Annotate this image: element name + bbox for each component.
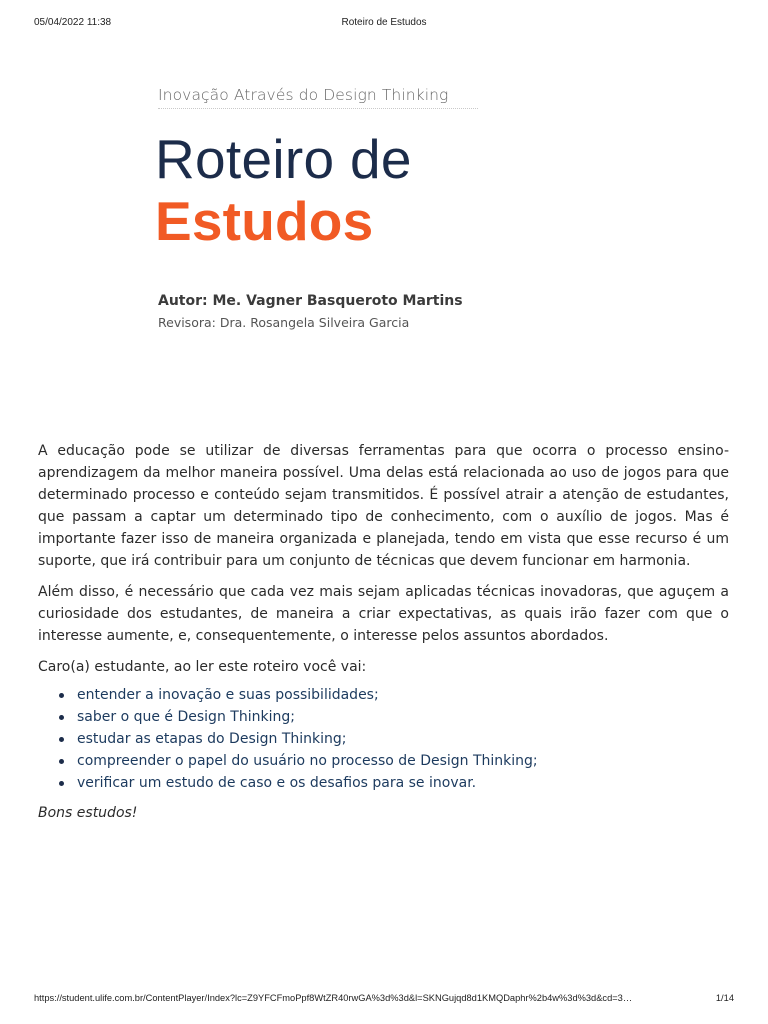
print-footer (0, 993, 768, 1007)
list-item (58, 772, 729, 794)
list-item (58, 728, 729, 750)
objectives-intro: Caro(a) estudante, ao ler este roteiro você vai: (38, 659, 367, 675)
list-item (58, 684, 729, 706)
list-item-text: saber o que é Design Thinking; (77, 709, 295, 725)
list-item-text: entender a inovação e suas possibilidades; (77, 687, 379, 703)
print-datetime: 05/04/2022 11:38 (34, 17, 112, 28)
title-line-1: Roteiro de (155, 128, 412, 190)
document-body (38, 440, 729, 833)
print-url: https://student.ulife.com.br/ContentPlayer/Index?lc=Z9YFCFmoPpf8WtZR40rwGA%3d%3d&l=SKNGujqd8d1KMQDaphr%2b4w%3d%3d&cd=3… (34, 993, 633, 1003)
print-header (0, 17, 768, 31)
list-item (58, 750, 729, 772)
objectives-list (38, 684, 729, 794)
bullet-icon (59, 737, 64, 742)
print-page-title: Roteiro de Estudos (341, 17, 427, 28)
document-title (155, 128, 412, 252)
title-line-2: Estudos (155, 190, 374, 252)
list-item (58, 706, 729, 728)
paragraph: A educação pode se utilizar de diversas ferramentas para que ocorra o processo ensino-aprendizagem da melhor maneira possível. Uma delas está relacionada ao uso de jogos para que determinado processo e conteúdo sejam transmitidos. É possível atrair a atenção de estudantes, que passam a captar um determinado tipo de conhecimento, com o auxílio de jogos. Mas é importante fazer isso de maneira organizada e planejada, tendo em vista que esse recurso é um suporte, que irá contribuir para um conjunto de técnicas que devem funcionar em harmonia. (38, 443, 729, 569)
list-item-text: estudar as etapas do Design Thinking; (77, 731, 347, 747)
list-item-text: verificar um estudo de caso e os desafios para se inovar. (77, 775, 477, 791)
bullet-icon (59, 759, 64, 764)
bullet-icon (59, 715, 64, 720)
bullet-icon (59, 693, 64, 698)
course-name: Inovação Através do Design Thinking (158, 86, 478, 109)
reviewer-line: Revisora: Dra. Rosangela Silveira Garcia (158, 315, 410, 330)
paragraph: Além disso, é necessário que cada vez mais sejam aplicadas técnicas inovadoras, que aguçem a curiosidade dos estudantes, de maneira a criar expectativas, as quais irão fazer com que o interesse aumente, e, consequentemente, o interesse pelos assuntos abordados. (38, 584, 729, 644)
closing-text: Bons estudos! (38, 805, 138, 821)
page-number: 1/14 (715, 993, 734, 1003)
author-line: Autor: Me. Vagner Basqueroto Martins (158, 293, 463, 309)
list-item-text: compreender o papel do usuário no processo de Design Thinking; (77, 753, 538, 769)
bullet-icon (59, 781, 64, 786)
